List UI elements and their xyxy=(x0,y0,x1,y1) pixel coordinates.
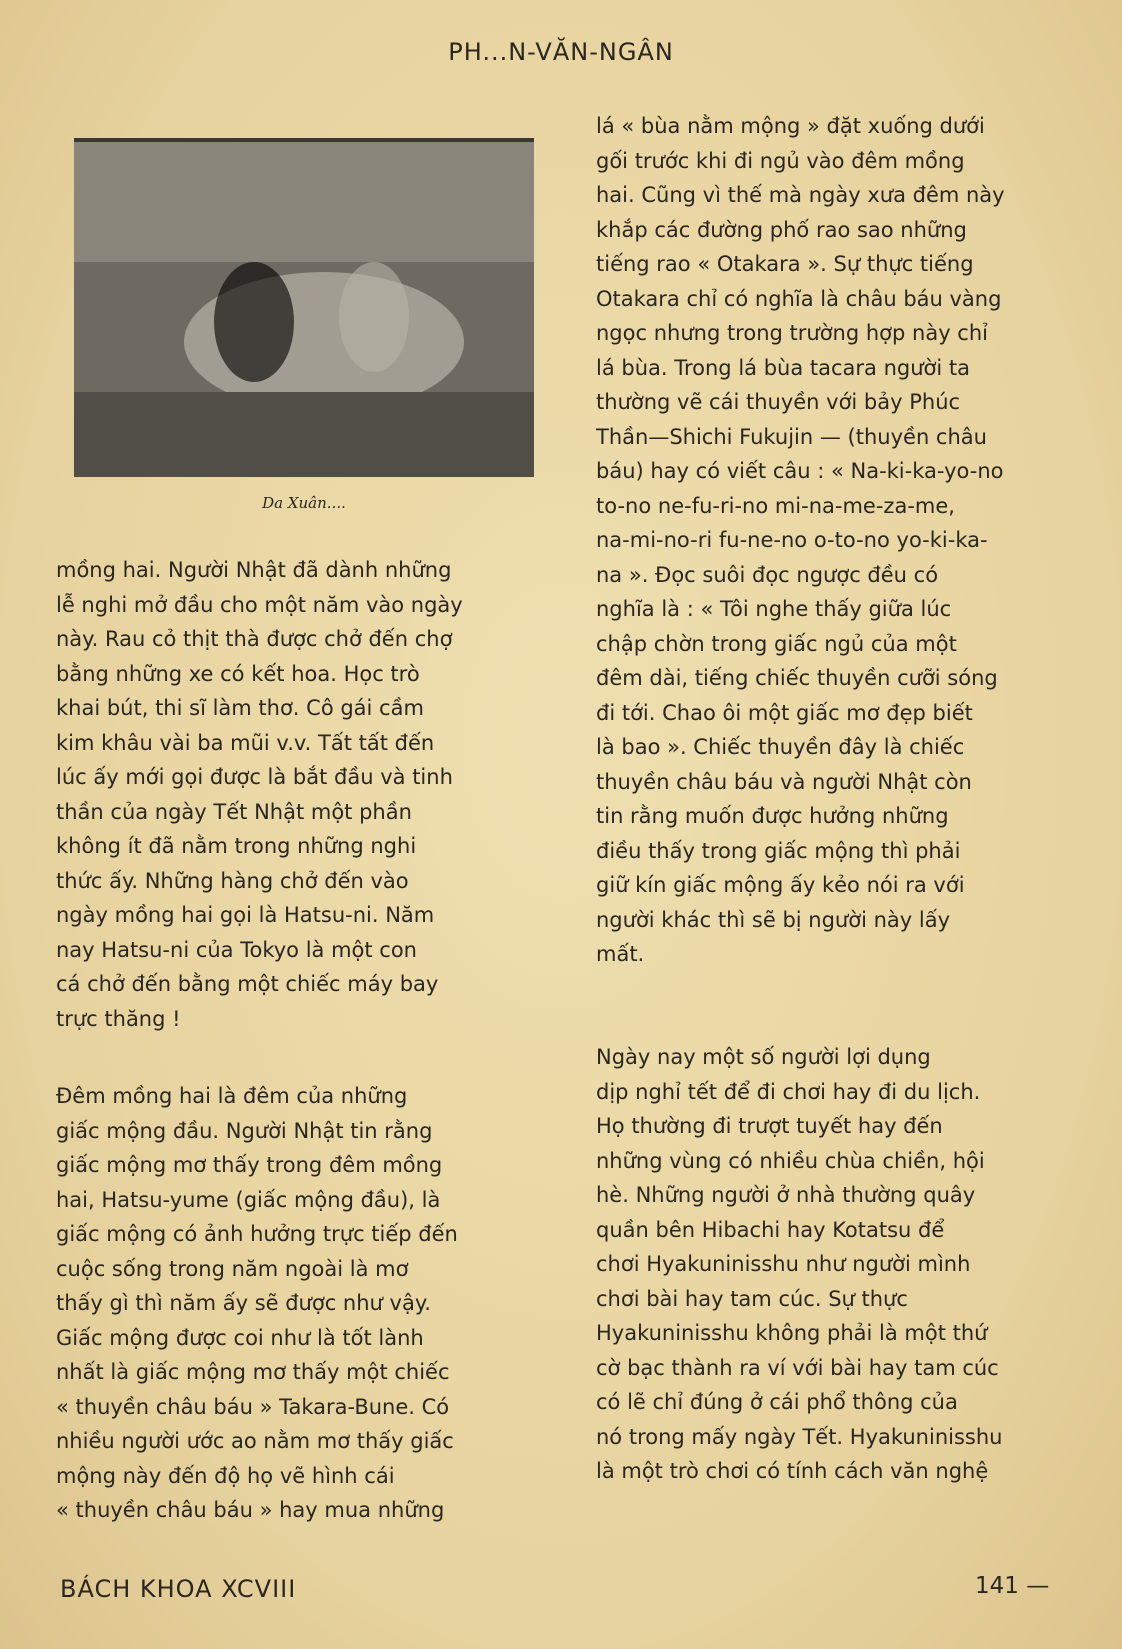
text-line: đêm dài, tiếng chiếc thuyền cưỡi sóng xyxy=(596,666,998,690)
text-line: lá « bùa nằm mộng » đặt xuống dưới xyxy=(596,114,985,138)
text-line: lá bùa. Trong lá bùa tacara người ta xyxy=(596,355,970,380)
left-column-paragraph-2 xyxy=(56,1079,540,1528)
text-line: quần bên Hibachi hay Kotatsu để xyxy=(596,1217,945,1242)
text-line: có lẽ chỉ đúng ở cái phổ thông của xyxy=(596,1390,958,1414)
text-line: người khác thì sẽ bị người này lấy xyxy=(596,907,951,932)
text-line: Giấc mộng được coi như là tốt lành xyxy=(56,1325,424,1350)
text-line: nay Hatsu-ni của Tokyo là một con xyxy=(56,937,417,962)
text-line: Otakara chỉ có nghĩa là châu báu vàng xyxy=(596,286,1002,311)
footer-publication: BÁCH KHOA XCVIII xyxy=(60,1575,297,1603)
text-line: lúc ấy mới gọi được là bắt đầu và tinh xyxy=(56,765,453,789)
text-line: giữ kín giấc mộng ấy kẻo nói ra với xyxy=(596,873,965,897)
text-line: to-no ne-fu-ri-no mi-na-me-za-me, xyxy=(596,493,955,518)
text-line: na ». Đọc suôi đọc ngược đều có xyxy=(596,562,939,587)
text-line: « thuyền châu báu » Takara-Bune. Có xyxy=(56,1394,450,1419)
text-line: khai bút, thi sĩ làm thơ. Cô gái cầm xyxy=(56,696,424,720)
text-line: khắp các đường phố rao sao những xyxy=(596,217,967,242)
text-line: tin rằng muốn được hưởng những xyxy=(596,804,949,828)
text-line: hè. Những người ở nhà thường quây xyxy=(596,1183,976,1207)
text-line: lễ nghi mở đầu cho một năm vào ngày xyxy=(56,592,463,617)
text-line: báu) hay có viết câu : « Na-ki-ka-yo-no xyxy=(596,459,1004,483)
text-line: gối trước khi đi ngủ vào đêm mồng xyxy=(596,148,965,173)
text-line: điều thấy trong giấc mộng thì phải xyxy=(596,838,961,863)
text-line: Thần—Shichi Fukujin — (thuyền châu xyxy=(596,424,987,449)
text-line: cá chở đến bằng một chiếc máy bay xyxy=(56,972,439,996)
text-line: thường vẽ cái thuyền với bảy Phúc xyxy=(596,390,961,414)
text-line: bằng những xe có kết hoa. Học trò xyxy=(56,661,420,686)
text-line: mộng này đến độ họ vẽ hình cái xyxy=(56,1463,395,1488)
page-number: 141 — xyxy=(975,1573,1050,1599)
text-line: cuộc sống trong năm ngoài là mơ xyxy=(56,1256,409,1281)
text-line: ngày mồng hai gọi là Hatsu-ni. Năm xyxy=(56,903,435,927)
text-line: dịp nghỉ tết để đi chơi hay đi du lịch. xyxy=(596,1079,981,1104)
text-line: giấc mộng đầu. Người Nhật tin rằng xyxy=(56,1118,433,1143)
text-line: nghĩa là : « Tôi nghe thấy giữa lúc xyxy=(596,597,952,621)
left-column-paragraph-1 xyxy=(56,553,540,1036)
text-line: kim khâu vài ba mũi v.v. Tất tất đến xyxy=(56,730,435,755)
text-line: chập chờn trong giấc ngủ của một xyxy=(596,631,957,656)
text-line: chơi Hyakuninisshu như người mình xyxy=(596,1252,971,1276)
text-line: là bao ». Chiếc thuyền đây là chiếc xyxy=(596,735,965,759)
text-line: không ít đã nằm trong những nghi xyxy=(56,834,417,858)
text-line: mất. xyxy=(596,942,645,966)
text-line: Ngày nay một số người lợi dụng xyxy=(596,1045,931,1069)
running-head: PH...N-VĂN-NGÂN xyxy=(448,38,674,66)
text-line: nhất là giấc mộng mơ thấy một chiếc xyxy=(56,1360,450,1384)
text-line: ngọc nhưng trong trường hợp này chỉ xyxy=(596,321,988,345)
text-line: những vùng có nhiều chùa chiền, hội xyxy=(596,1148,985,1173)
text-line: hai. Cũng vì thế mà ngày xưa đêm này xyxy=(596,183,1005,207)
right-column-paragraph-2 xyxy=(596,1040,1096,1489)
text-line: Hyakuninisshu không phải là một thứ xyxy=(596,1321,988,1345)
text-line: « thuyền châu báu » hay mua những xyxy=(56,1498,445,1522)
text-line: nó trong mấy ngày Tết. Hyakuninisshu xyxy=(596,1424,1003,1449)
text-line: mồng hai. Người Nhật đã dành những xyxy=(56,558,452,582)
text-line: thuyền châu báu và người Nhật còn xyxy=(596,769,972,794)
text-line: Họ thường đi trượt tuyết hay đến xyxy=(596,1114,943,1138)
text-line: này. Rau cỏ thịt thà được chở đến chợ xyxy=(56,627,453,651)
text-line: cờ bạc thành ra ví với bài hay tam cúc xyxy=(596,1355,999,1380)
text-line: trực thăng ! xyxy=(56,1006,181,1031)
text-line: tiếng rao « Otakara ». Sự thực tiếng xyxy=(596,252,974,276)
text-line: hai, Hatsu-yume (giấc mộng đầu), là xyxy=(56,1187,441,1212)
text-line: đi tới. Chao ôi một giấc mơ đẹp biết xyxy=(596,700,973,725)
text-line: thức ấy. Những hàng chở đến vào xyxy=(56,868,409,893)
photo-caption: Da Xuân.... xyxy=(262,494,346,512)
text-line: na-mi-no-ri fu-ne-no o-to-no yo-ki-ka- xyxy=(596,528,988,552)
text-line: giấc mộng có ảnh hưởng trực tiếp đến xyxy=(56,1222,458,1246)
text-line: thấy gì thì năm ấy sẽ được như vậy. xyxy=(56,1291,431,1315)
text-line: thần của ngày Tết Nhật một phần xyxy=(56,799,412,824)
text-line: chơi bài hay tam cúc. Sự thực xyxy=(596,1286,908,1311)
text-line: nhiều người ước ao nằm mơ thấy giấc xyxy=(56,1429,454,1453)
text-line: là một trò chơi có tính cách văn nghệ xyxy=(596,1459,989,1483)
text-line: giấc mộng mơ thấy trong đêm mồng xyxy=(56,1153,443,1177)
right-column-paragraph-1 xyxy=(596,109,1096,972)
photo xyxy=(74,138,534,477)
text-line: Đêm mồng hai là đêm của những xyxy=(56,1084,408,1108)
